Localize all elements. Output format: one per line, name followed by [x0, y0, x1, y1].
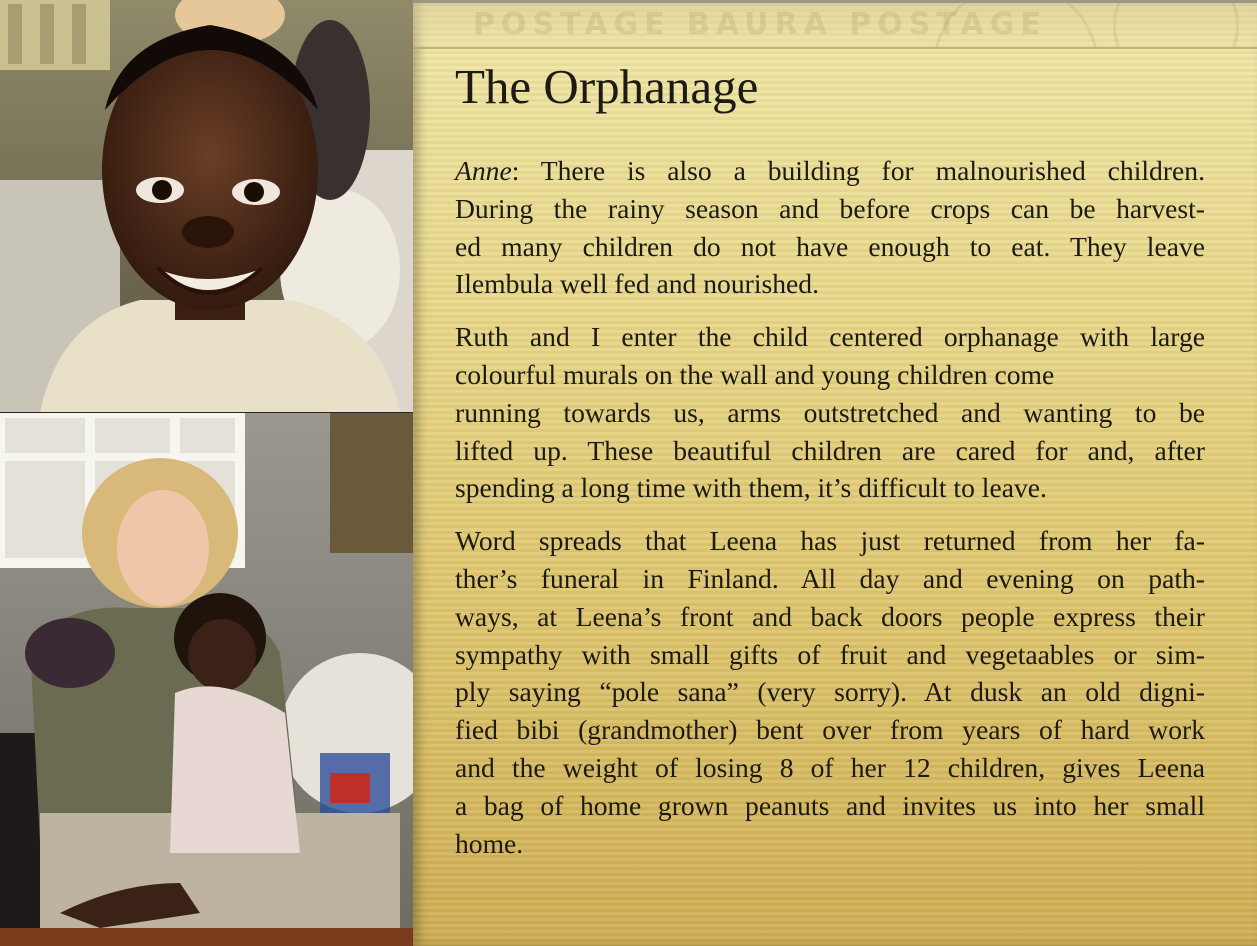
paragraph-line: colourful murals on the wall and young children come	[455, 358, 1055, 390]
stamp-band	[413, 0, 1257, 49]
paragraph-line: ther’s funeral in Finland. All day and evening on path-	[455, 562, 1205, 594]
stamp-watermark: POSTAGE BAURA POSTAGE	[473, 7, 1047, 42]
paragraph-line: Ilembula well fed and nourished.	[455, 268, 819, 300]
paragraph-line: During the rainy season and before crops can be harvest-	[455, 192, 1205, 224]
paragraph-line: and the weight of losing 8 of her 12 children, gives Leena	[455, 751, 1205, 783]
photo-column	[0, 0, 413, 946]
paragraph-line: a bag of home grown peanuts and invites us into her small	[455, 789, 1205, 821]
paragraph-line: ply saying “pole sana” (very sorry). At dusk an old digni-	[455, 676, 1205, 708]
paragraph-line: ways, at Leena’s front and back doors people express their	[455, 600, 1205, 632]
page-title: The Orphanage	[455, 59, 759, 114]
paragraph-line: spending a long time with them, it’s difficult to leave.	[455, 472, 1047, 504]
speaker-name: Anne	[455, 155, 512, 186]
photo-woman-holding-baby	[0, 413, 413, 946]
paragraph-line: lifted up. These beautiful children are cared for and, after	[455, 434, 1205, 466]
paragraph-2	[455, 318, 1205, 507]
paragraph-line: sympathy with small gifts of fruit and vegetaables or sim-	[455, 638, 1205, 670]
body-text	[455, 152, 1205, 877]
text-panel	[413, 0, 1257, 946]
paragraph-1	[455, 152, 1205, 303]
photo-smiling-child-image	[0, 0, 413, 412]
photo-smiling-child	[0, 0, 413, 412]
paragraph-3	[455, 522, 1205, 862]
paragraph-line: Ruth and I enter the child centered orphanage with large	[455, 321, 1205, 353]
photo-woman-holding-baby-image	[0, 413, 413, 946]
paragraph-line: running towards us, arms outstretched and wanting to be	[455, 396, 1205, 428]
paragraph-line: Anne: There is also a building for malnourished children.	[455, 155, 1205, 186]
paragraph-line: fied bibi (grandmother) bent over from years of hard work	[455, 714, 1205, 746]
paragraph-line: ed many children do not have enough to eat. They leave	[455, 230, 1205, 262]
paragraph-line: Word spreads that Leena has just returned from her fa-	[455, 525, 1205, 557]
paragraph-line: home.	[455, 827, 524, 859]
